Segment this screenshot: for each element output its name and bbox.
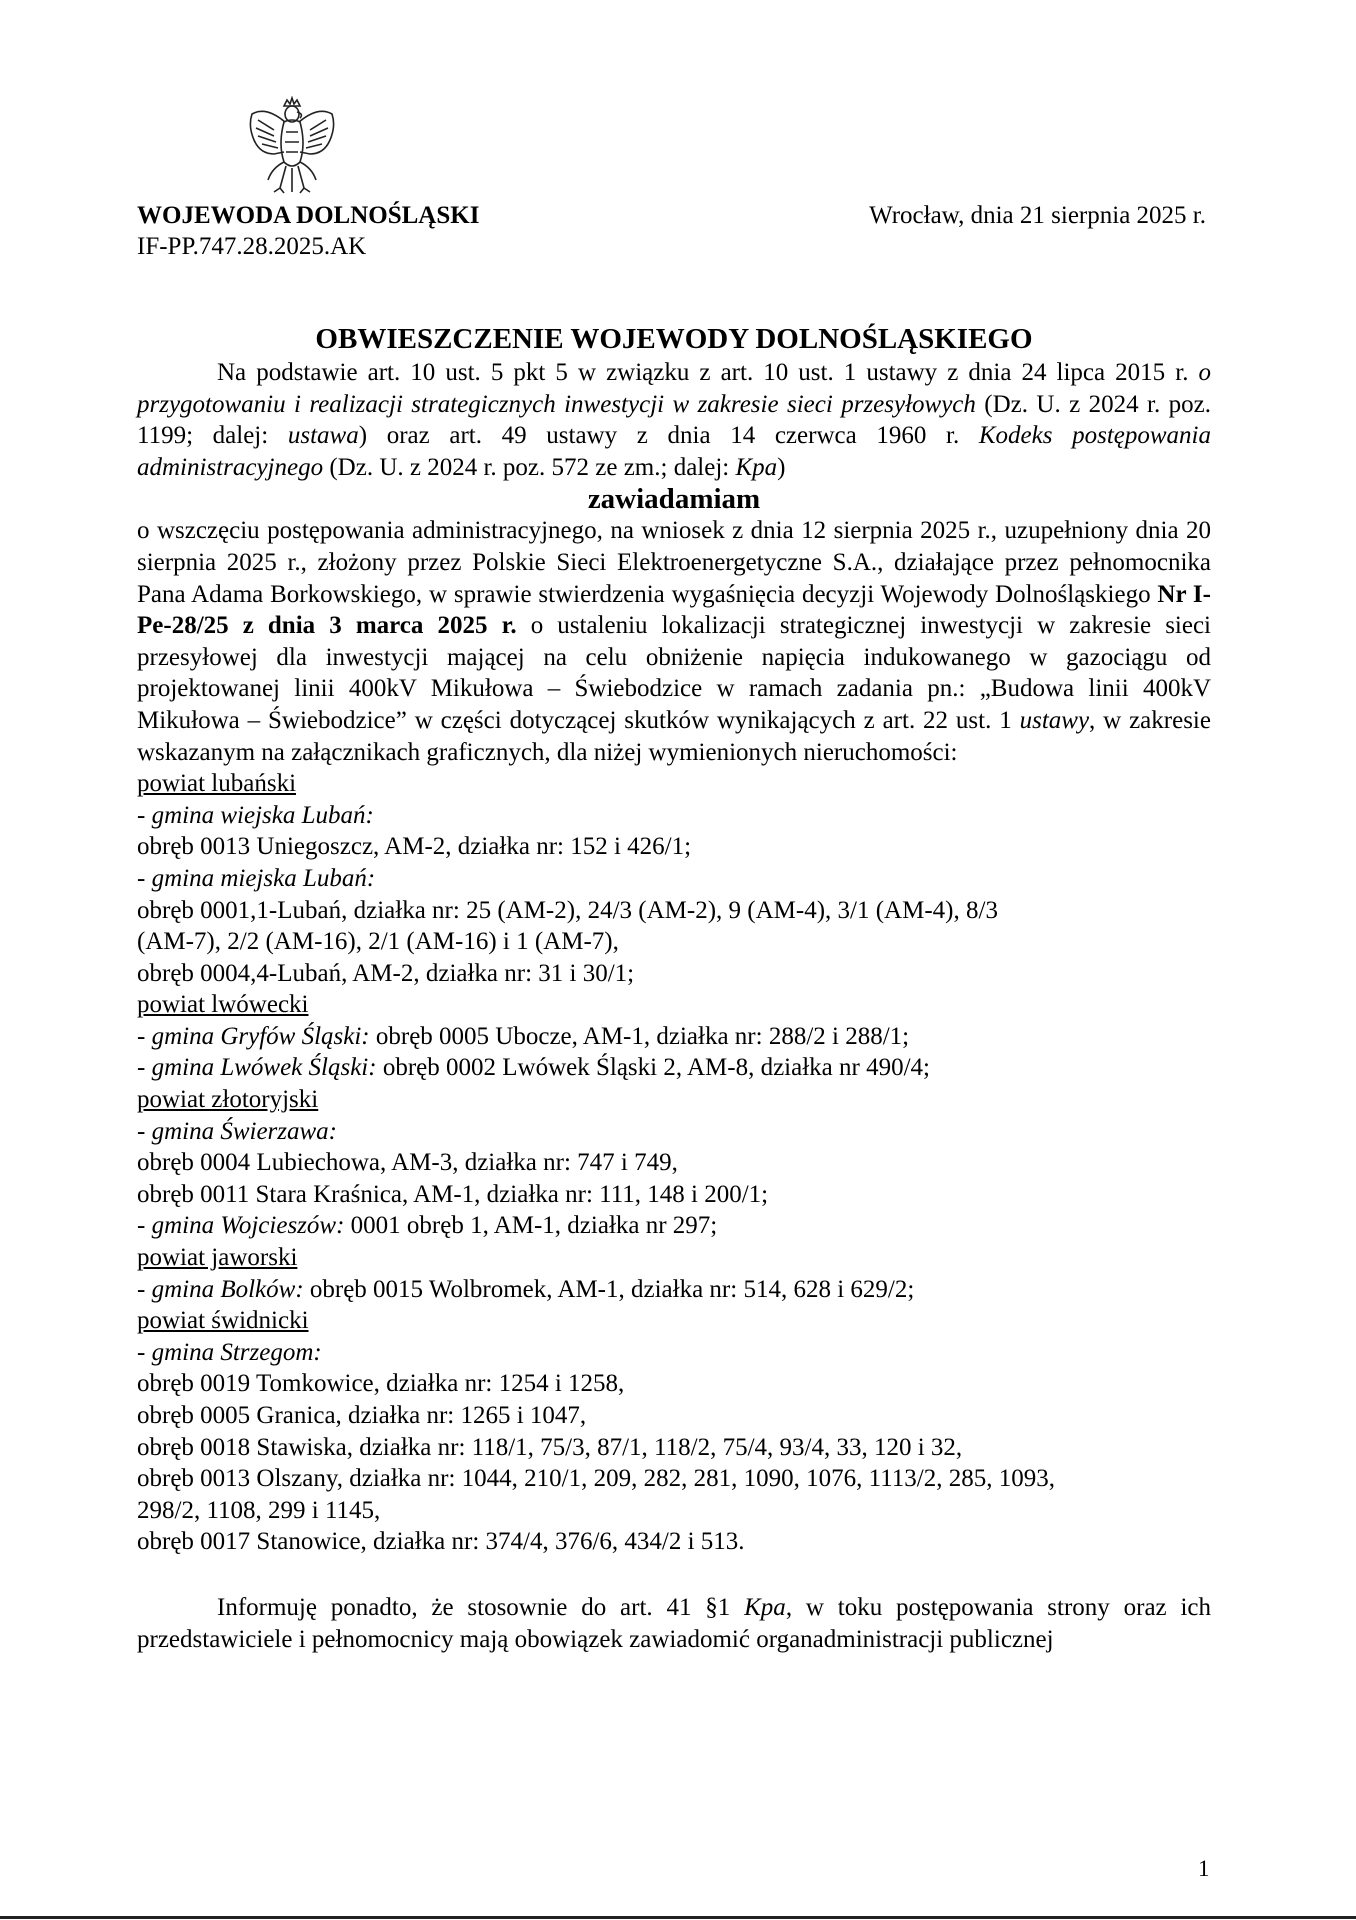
parcel-line: obręb 0004,4-Lubań, AM-2, działka nr: 31 i 30/1; — [137, 959, 635, 987]
parcel-line: (AM-7), 2/2 (AM-16), 2/1 (AM-16) i 1 (AM-7), — [137, 928, 619, 956]
parcel-line: obręb 0001,1-Lubań, działka nr: 25 (AM-2), 24/3 (AM-2), 9 (AM-4), 3/1 (AM-4), 8/3 — [137, 896, 998, 924]
commune-label: - gmina Świerzawa: — [137, 1117, 337, 1145]
parcel-line: obręb 0018 Stawiska, działka nr: 118/1, 75/3, 87/1, 118/2, 75/4, 93/4, 33, 120 i 32, — [137, 1433, 963, 1461]
parcel-line: obręb 0005 Granica, działka nr: 1265 i 1047, — [137, 1402, 587, 1429]
document-title: OBWIESZCZENIE WOJEWODY DOLNOŚLĄSKIEGO — [315, 323, 1033, 355]
parcel-line: obręb 0004 Lubiechowa, AM-3, działka nr: 747 i 749, — [137, 1149, 678, 1177]
parcel-line: obręb 0017 Stanowice, działka nr: 374/4, 376/6, 434/2 i 513. — [137, 1528, 745, 1556]
legal-basis-paragraph: Na podstawie art. 10 ust. 5 pkt 5 w związku z art. 10 ust. 1 ustawy z dnia 24 lipca 2015 r. o przygotowaniu i realizacji strategicznych inwestycji w zakresie sieci przesyłowych (Dz. U. z 2024 r. poz. 1199; dalej: ustawa) oraz art. 49 ustawy z dnia 14 czerwca 1960 r. Kodeks postępowania administracyjnego (Dz. U. z 2024 r. poz. 572 ze zm.; dalej: Kpa) — [137, 359, 1211, 481]
commune-label: - gmina Bolków: — [137, 1275, 304, 1303]
district-heading: powiat świdnicki — [137, 1307, 309, 1335]
parcel-list — [137, 768, 1211, 1558]
commune-label: - gmina Gryfów Śląski: — [137, 1022, 370, 1050]
issuing-authority: WOJEWODA DOLNOŚLĄSKI — [137, 202, 480, 229]
parcel-line: - gmina Gryfów Śląski: obręb 0005 Ubocze, AM-1, działka nr: 288/2 i 288/1; — [137, 1022, 910, 1050]
paragraph-spacer — [137, 1558, 1211, 1592]
parcel-line: obręb 0013 Olszany, działka nr: 1044, 210/1, 209, 282, 281, 1090, 1076, 1113/2, 285, 1093, — [137, 1465, 1055, 1493]
commune-label: - gmina Wojcieszów: — [137, 1212, 345, 1240]
parcel-line: - gmina Lwówek Śląski: obręb 0002 Lwówek Śląski 2, AM-8, działka nr 490/4; — [137, 1054, 930, 1082]
document-body — [137, 322, 1211, 1655]
announcement-heading: zawiadamiam — [587, 483, 761, 516]
parcel-line: obręb 0011 Stara Kraśnica, AM-1, działka nr: 111, 148 i 200/1; — [137, 1180, 769, 1208]
district-heading: powiat złotoryjski — [137, 1086, 319, 1114]
commune-label: - gmina miejska Lubań: — [137, 864, 376, 892]
parcel-line: 298/2, 1108, 299 i 1145, — [137, 1496, 381, 1524]
case-signature: IF-PP.747.28.2025.AK — [137, 233, 367, 260]
parcel-line: obręb 0019 Tomkowice, działka nr: 1254 i 1258, — [137, 1370, 625, 1398]
parcel-line: - gmina Bolków: obręb 0015 Wolbromek, AM-1, działka nr: 514, 628 i 629/2; — [137, 1275, 915, 1303]
district-heading: powiat lubański — [137, 770, 297, 798]
commune-label: - gmina wiejska Lubań: — [137, 801, 374, 829]
commune-label: - gmina Lwówek Śląski: — [137, 1054, 377, 1082]
district-heading: powiat jaworski — [137, 1244, 298, 1272]
page-number: 1 — [1198, 1856, 1210, 1881]
commune-label: - gmina Strzegom: — [137, 1338, 322, 1366]
announcement-paragraph: o wszczęciu postępowania administracyjnego, na wniosek z dnia 12 sierpnia 2025 r., uzupełniony dnia 20 sierpnia 2025 r., złożony przez Polskie Sieci Elektroenergetyczne S.A., działające przez pełnomocnika Pana Adama Borkowskiego, w sprawie stwierdzenia wygaśnięcia decyzji Wojewody Dolnośląskiego Nr I-Pe-28/25 z dnia 3 marca 2025 r. o ustaleniu lokalizacji strategicznej inwestycji w zakresie sieci przesyłowej dla inwestycji mającej na celu obniżenie napięcia indukowanego w gazociągu od projektowanej linii 400kV Mikułowa – Świebodzice w ramach zadania pn.: „Budowa linii 400kV Mikułowa – Świebodzice” w części dotyczącej skutków wynikających z art. 22 ust. 1 ustawy, w zakresie wskazanym na załącznikach graficznych, dla niżej wymienionych nieruchomości: — [137, 517, 1212, 766]
polish-white-eagle-emblem-icon — [244, 96, 340, 194]
district-heading: powiat lwówecki — [137, 991, 309, 1019]
bottom-border — [0, 1916, 1356, 1919]
final-paragraph: Informuję ponadto, że stosownie do art. 41 §1 Kpa, w toku postępowania strony oraz ich przedstawiciele i pełnomocnicy mają obowiązek zawiadomić organadministracji publicznej — [137, 1593, 1211, 1653]
place-and-date: Wrocław, dnia 21 sierpnia 2025 r. — [869, 202, 1206, 229]
parcel-line: - gmina Wojcieszów: 0001 obręb 1, AM-1, działka nr 297; — [137, 1212, 718, 1240]
parcel-line: obręb 0013 Uniegoszcz, AM-2, działka nr: 152 i 426/1; — [137, 833, 692, 861]
